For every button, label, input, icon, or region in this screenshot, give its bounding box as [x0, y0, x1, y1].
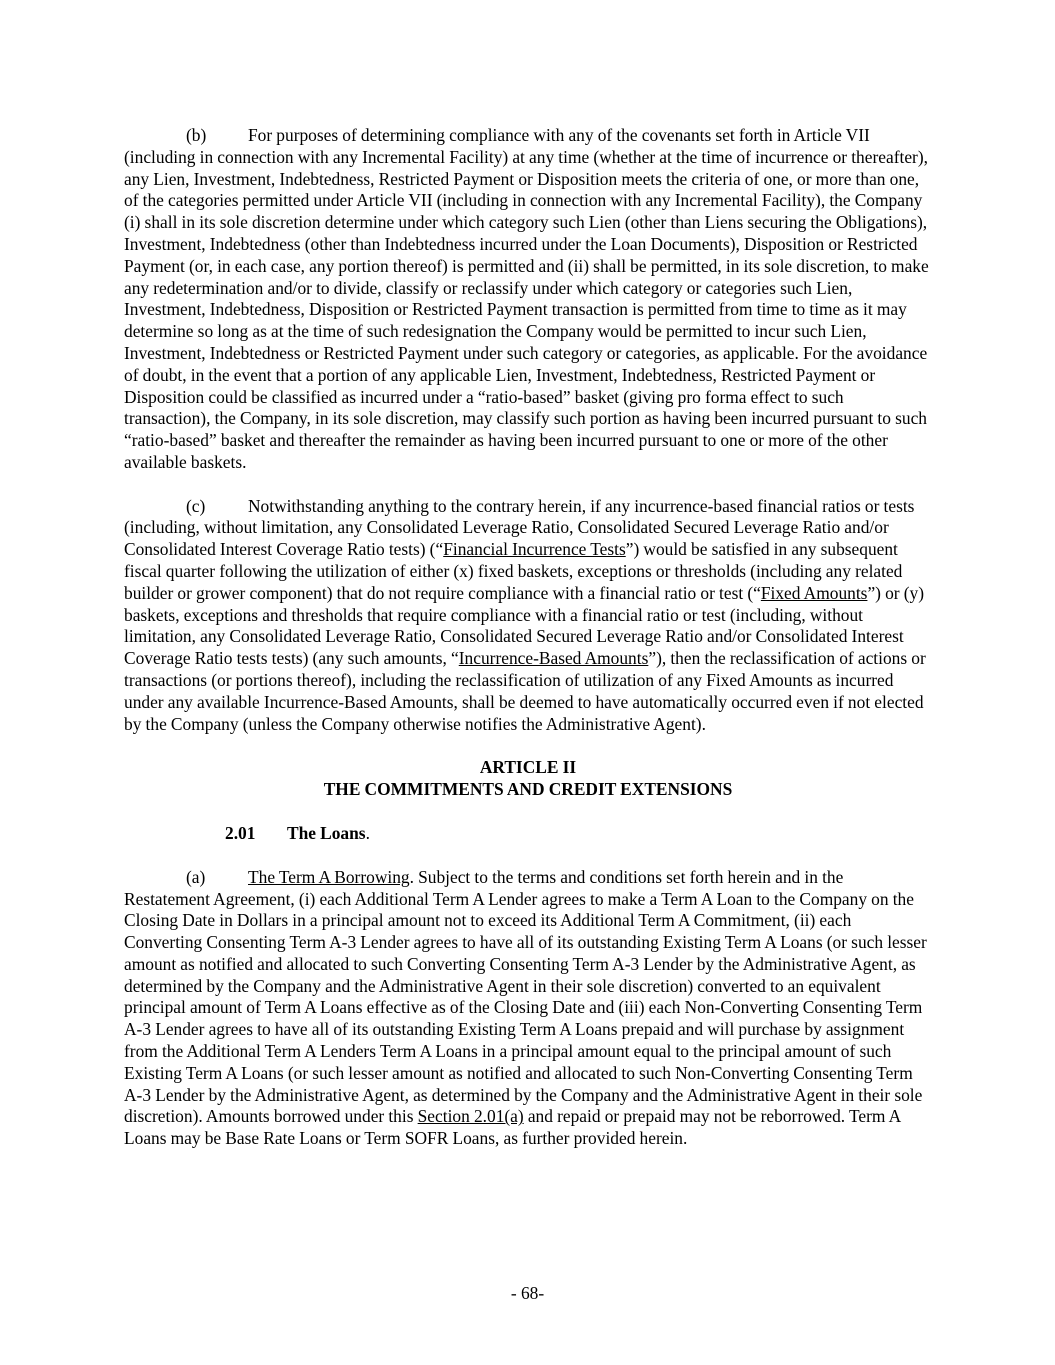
section-title: The Loans — [287, 822, 366, 843]
paragraph-c-text-2: ”) would be satisfied in any subsequent fiscal quarter following the utilization of either (x) fixed baskets, exceptions or thresholds (including any related builder or grower component) that do not require compliance with a financial ratio or test (“ — [124, 539, 903, 603]
article-title: THE COMMITMENTS AND CREDIT EXTENSIONS — [323, 779, 733, 800]
paragraph-b-label: (b) — [186, 125, 207, 145]
paragraph-a-label: (a) — [186, 866, 206, 887]
paragraph-b — [124, 125, 932, 474]
section-reference-link: Section 2.01(a) — [417, 1106, 524, 1127]
page-number: - 68- — [510, 1283, 545, 1303]
article-heading — [124, 757, 932, 801]
paragraph-c-text-1: Notwithstanding anything to the contrary herein, if any incurrence-based financial ratios or tests (including, without limitation, any Consolidated Leverage Ratio, Consolidated Secured Leverage Ratio and/or Consolidated Interest Coverage Ratio tests) (“ — [124, 495, 915, 560]
paragraph-c-text-4: ”), then the reclassification of actions or transactions (or portions thereof), including the reclassification of utilization of any Fixed Amounts as incurred under any available Incurrence-Based Amounts, shall be deemed to have automatically occurred even if not elected by the Company (unless the Company otherwise notifies the Administrative Agent). — [124, 648, 926, 734]
section-heading — [124, 823, 932, 845]
paragraph-b-text: For purposes of determining compliance with any of the covenants set forth in Article VII (including in connection with any Incremental Facility) at any time (whether at the time of incurrence or thereafter), any Lien, Investment, Indebtedness, Restricted Payment or Disposition meets the criteria of one, or more than one, of the categories permitted under Article VII (including in connection with any Incremental Facility), the Company (i) shall in its sole discretion determine under which category such Lien (other than Liens securing the Obligations), Investment, Indebtedness (other than Indebtedness incurred under the Loan Documents), Disposition or Restricted Payment (or, in each case, any portion thereof) is permitted and (ii) shall be permitted, in its sole discretion, to make any redetermination and/or to divide, classify or reclassify under which category or categories such Lien, Investment, Indebtedness, Disposition or Restricted Payment transaction is permitted from time to time as it may determine so long as at the time of such redesignation the Company would be permitted to incur such Lien, Investment, Indebtedness or Restricted Payment under such category or categories, as applicable. For the avoidance of doubt, in the event that a portion of any applicable Lien, Investment, Indebtedness, Restricted Payment or Disposition could be classified as incurred under a “ratio-based” basket (giving pro forma effect to such transaction), the Company, in its sole discretion, may classify such portion as having been incurred pursuant to such “ratio-based” basket and thereafter the remainder as having been incurred pursuant to one or more of the other available baskets. — [124, 125, 929, 472]
paragraph-a-heading: The Term A Borrowing — [248, 866, 410, 887]
paragraph-c — [124, 496, 932, 736]
defined-term-financial-incurrence-tests: Financial Incurrence Tests — [443, 539, 626, 560]
paragraph-a-text-1: . Subject to the terms and conditions set forth herein and in the Restatement Agreement, (i) each Additional Term A Lender agrees to make a Term A Loan to the Company on the Closing Date in Dollars in a principal amount not to exceed its Additional Term A Commitment, (ii) each Converting Consenting Term A-3 Lender agrees to have all of its outstanding Existing Term A Loans (or such lesser amount as notified and allocated to such Converting Consenting Term A-3 Lender by the Administrative Agent, as determined by the Company and the Administrative Agent in their sole discretion) converted to an equivalent principal amount of Term A Loans effective as of the Closing Date and (iii) each Non-Converting Consenting Term A-3 Lender agrees to have all of its outstanding Existing Term A Loans prepaid and will purchase by assignment from the Additional Term A Lenders Term A Loans in a principal amount equal to the principal amount of such Existing Term A Loans (or such lesser amount as notified and allocated to such Non-Converting Consenting Term A-3 Lender by the Administrative Agent, as determined by the Company and the Administrative Agent in their sole discretion). Amounts borrowed under this — [124, 866, 927, 1127]
paragraph-c-label: (c) — [186, 495, 206, 516]
paragraph-c-text-3: ”) or (y) baskets, exceptions and thresholds that require compliance with a financial ratio or test (including, without limitation, any Consolidated Leverage Ratio, Consolidated Secured Leverage Ratio and/or Consolidated Interest Coverage Ratio tests tests) (any such amounts, “ — [124, 582, 925, 669]
section-number: 2.01 — [225, 822, 256, 843]
article-number: ARTICLE II — [479, 757, 577, 778]
paragraph-a-text-2: and repaid or prepaid may not be reborrowed. Term A Loans may be Base Rate Loans or Term SOFR Loans, as further provided herein. — [124, 1106, 901, 1149]
paragraph-a — [124, 867, 932, 1150]
section-title-period: . — [365, 822, 370, 843]
defined-term-fixed-amounts: Fixed Amounts — [760, 582, 868, 603]
document-page — [124, 125, 932, 1150]
defined-term-incurrence-based-amounts: Incurrence-Based Amounts — [458, 648, 649, 669]
